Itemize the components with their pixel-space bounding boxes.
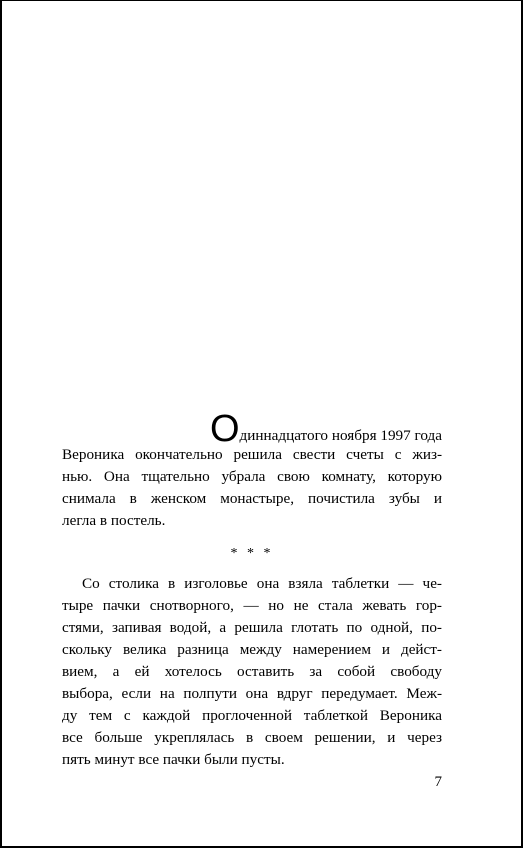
text-line: выбора, если на полпути она вдруг передумает. Меж- — [62, 685, 442, 702]
text-line: Вероника окончательно решила свести счеты с жиз- — [62, 446, 442, 463]
second-paragraph — [62, 573, 442, 771]
text-line: вием, а ей хотелось оставить за собой свободу — [62, 663, 442, 680]
text-line: стями, запивая водой, а решила глотать по одной, по- — [62, 619, 442, 636]
drop-cap: О — [209, 408, 240, 450]
text-line: нью. Она тщательно убрала свою комнату, которую — [62, 468, 442, 485]
text-line: пять минут все пачки были пусты. — [62, 751, 285, 768]
opening-first-line — [62, 408, 442, 450]
opening-paragraph — [62, 408, 442, 532]
text-line: легла в постель. — [62, 512, 166, 529]
text-line: тыре пачки снотворного, — но не стала жевать гор- — [62, 597, 442, 614]
text-line: Со столика в изголовье она взяла таблетки — че- — [82, 575, 442, 592]
first-line-text: диннадцатого ноября 1997 года — [239, 427, 442, 444]
text-line: снимала в женском монастыре, почистила зубы и — [62, 490, 442, 507]
section-separator: * * * — [230, 546, 274, 561]
text-line: ду тем с каждой проглоченной таблеткой Вероника — [62, 707, 442, 724]
page-number: 7 — [434, 774, 442, 790]
text-line: скольку велика разница между намерением и дейст- — [62, 641, 442, 658]
text-line: все больше укреплялась в своем решении, и через — [62, 729, 442, 746]
